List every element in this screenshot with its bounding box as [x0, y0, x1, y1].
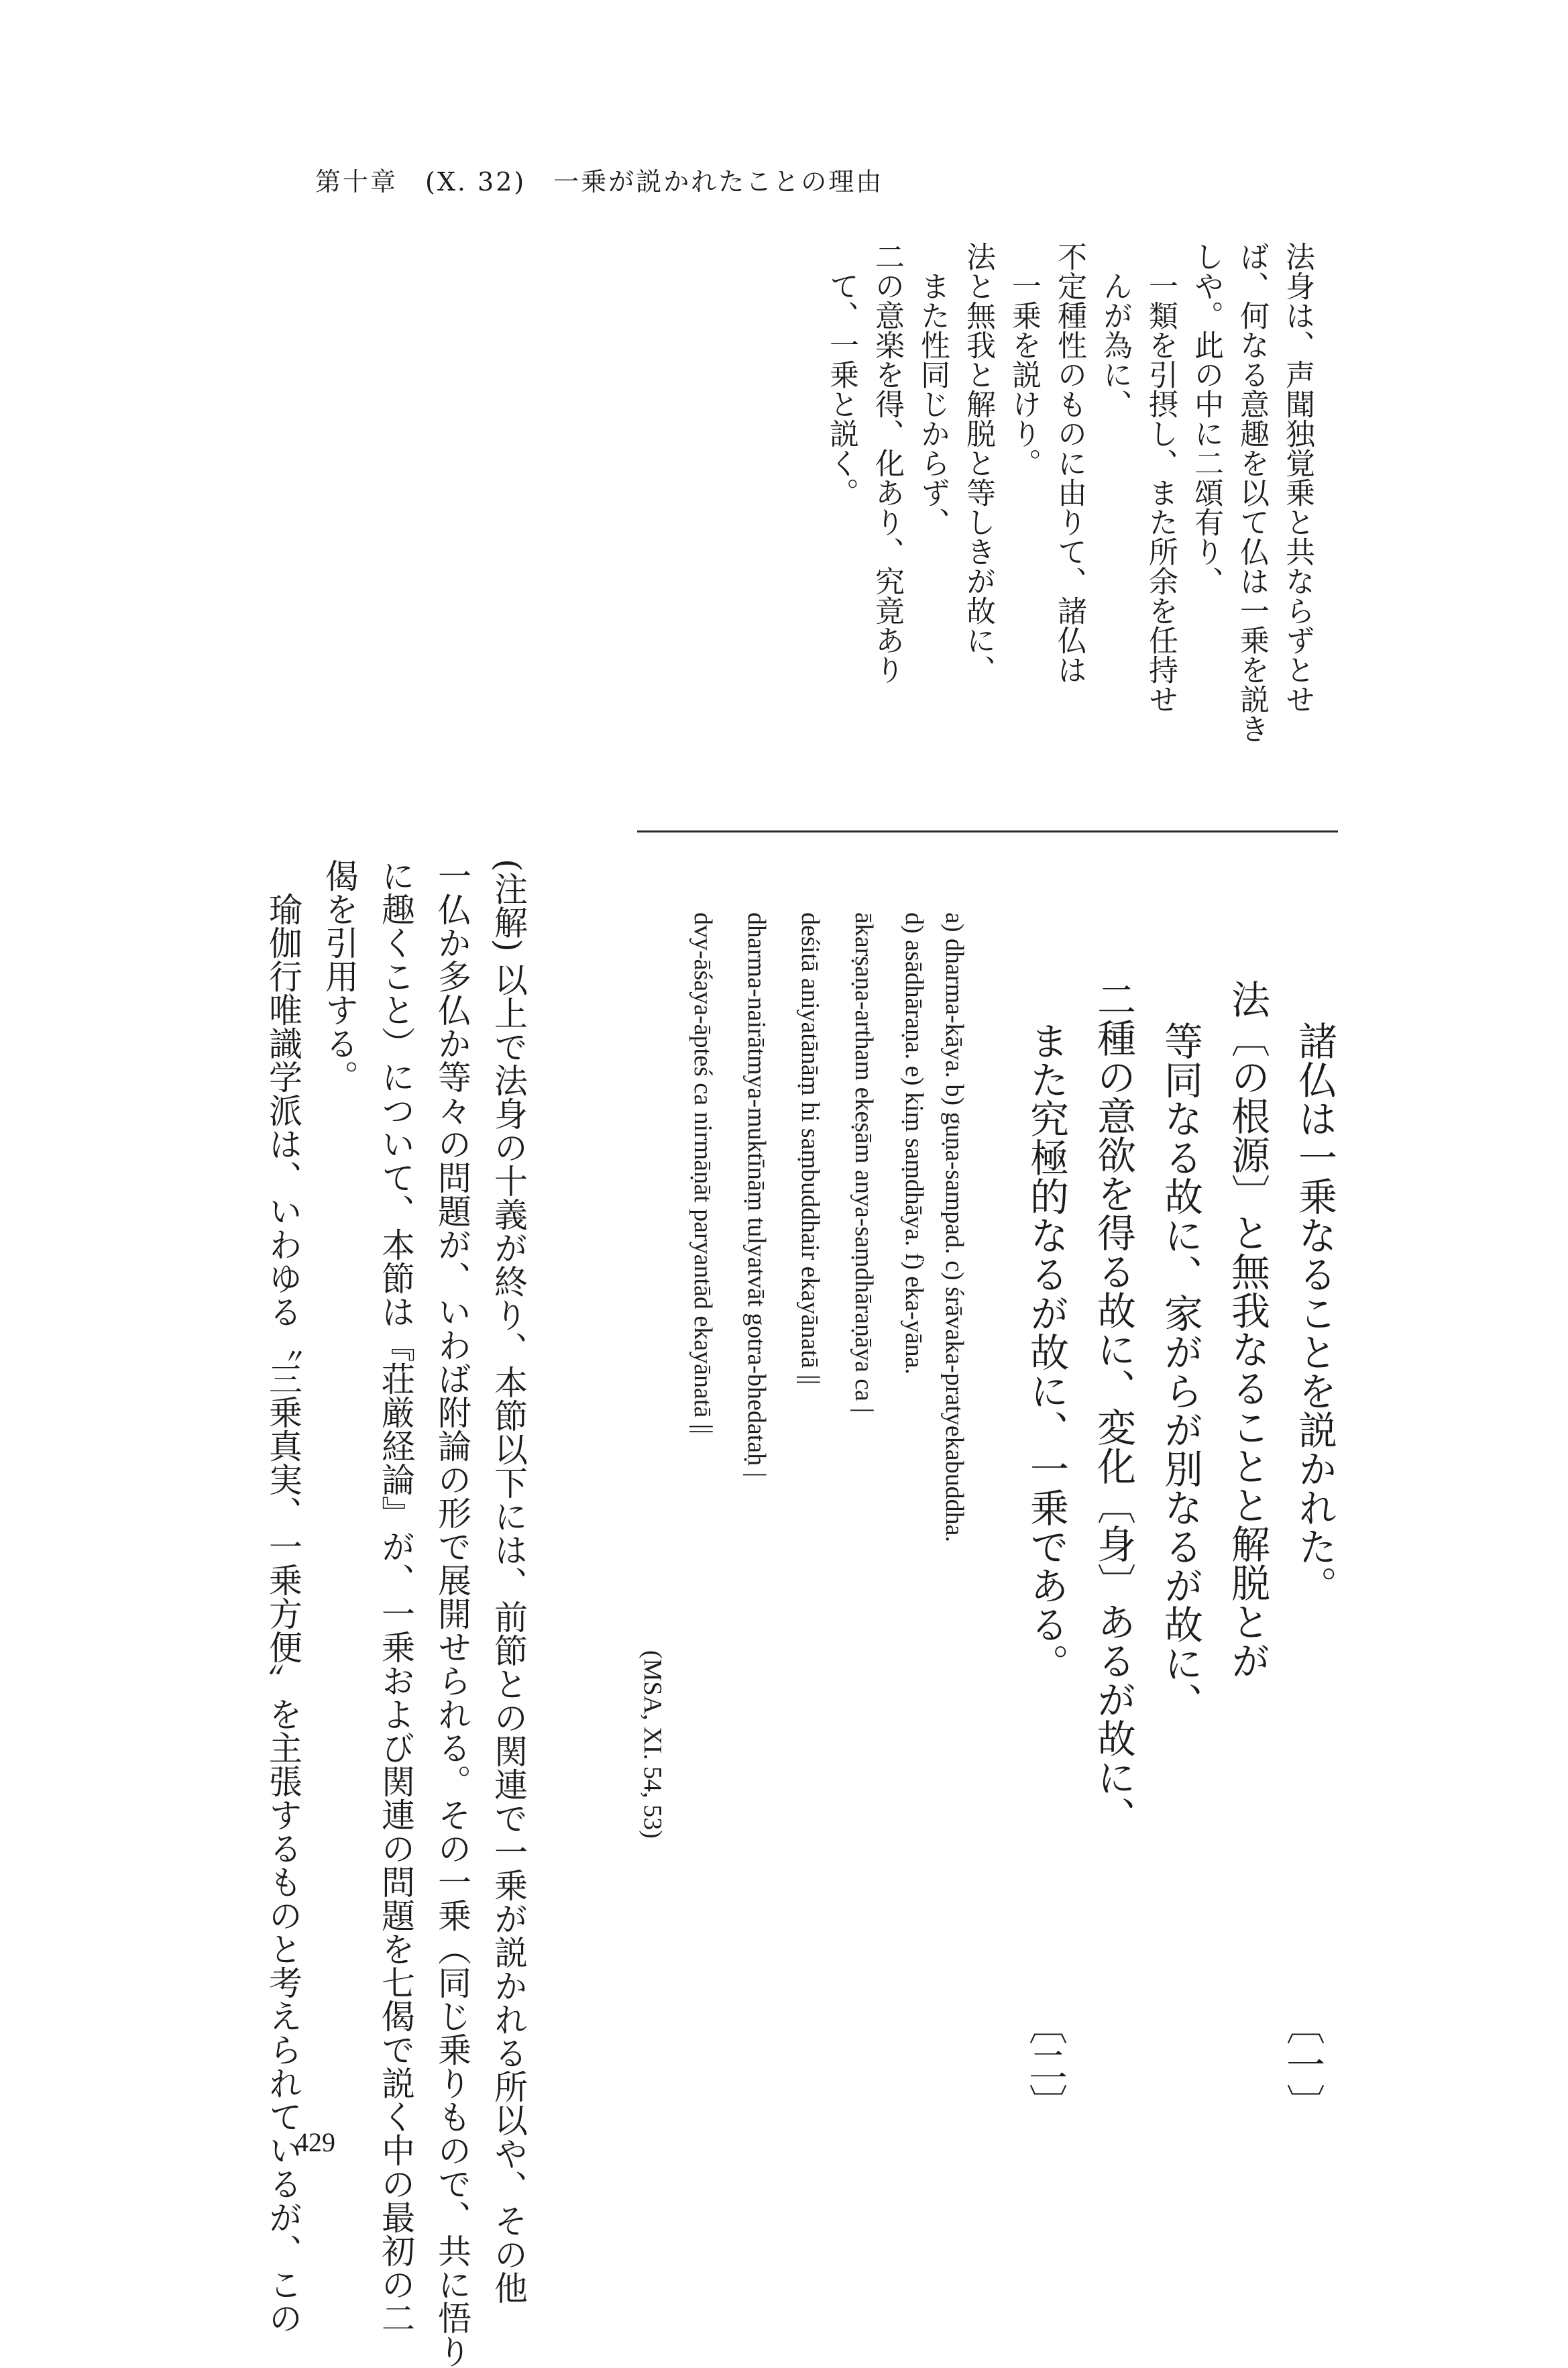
verse-line: 諸仏は一乗なることを説かれた。: [1292, 1021, 1337, 1605]
note-line: 瑜伽行唯識学派は、いわゆる〝三乗真実、一乗方便〟を主張するものと考えられているが、この: [264, 892, 302, 2334]
translation-block: [818, 241, 1320, 845]
section-rule: [637, 830, 1338, 832]
translation-line: んが為に、: [1098, 271, 1132, 419]
page-number: 429: [295, 2127, 335, 2157]
translation-line: 一類を引摂し、また所余を任持せ: [1143, 271, 1178, 714]
verse-line: 等同なる故に、家がらが別なるが故に、: [1158, 1021, 1203, 1721]
note-line: 一仏か多仏か等々の問題が、いわば附論の形で展開せられる。その一乗（同じ乗りもので、共に悟り: [433, 859, 471, 2368]
sanskrit-line: ākarṣaṇa-artham ekeṣām anya-saṃdhāraṇāya ca |: [850, 912, 878, 1413]
verse-number: 〔一〕: [1280, 2006, 1325, 2122]
translation-line: て、一乗と説く。: [824, 271, 858, 507]
translation-line: ば、何なる意趣を以て仏は一乗を説き: [1235, 241, 1269, 743]
sanskrit-line: deśitā aniyatānāṃ hi saṃbuddhair ekayānatā ||: [796, 912, 824, 1385]
verse-block: [1013, 979, 1348, 1835]
verse-number: 〔二〕: [1022, 2006, 1068, 2122]
translation-line: しや。此の中に二頌有り、: [1189, 241, 1223, 596]
translation-line: 二の意楽を得、化あり、究竟あり: [870, 241, 904, 684]
sanskrit-line: dharma-nairātmya-muktīnāṃ tulyatvāt gotra-bhedataḥ |: [742, 912, 771, 1478]
translation-line: また性同じからず、: [915, 271, 950, 537]
verse-line: また究極的なるが故に、一乗である。: [1023, 1021, 1069, 1682]
note-line: に趣くこと）について、本節は『荘厳経論』が、一乗および関連の問題を七偈で説く中の最初の二: [376, 859, 415, 2334]
translation-line: 一乗を説けり。: [1007, 271, 1041, 478]
note-line: 偈を引用する。: [320, 859, 359, 1093]
sanskrit-citation: (MSA, XI. 54, 53): [638, 1650, 667, 1839]
sanskrit-line: a) dharma-kāya. b) guṇa-sampad. c) śrāvaka-pratyekabuddha.: [940, 912, 968, 1542]
verse-line: 法〔の根源〕と無我なることと解脱とが: [1225, 979, 1270, 1680]
translation-line: 不定種性のものに由りて、諸仏は: [1052, 241, 1086, 684]
translation-line: 法と無我と解脱と等しきが故に、: [961, 241, 995, 684]
sanskrit-line: d) asādhāraṇa. e) kiṃ saṃdhāya. f) eka-yāna.: [900, 912, 928, 1375]
sanskrit-line: dvy-āśaya-āpteś ca nirmāṇāt paryantād ekayānatā ||: [689, 912, 717, 1434]
translation-line: 法身は、声聞独覚乗と共ならずとせ: [1280, 241, 1314, 714]
note-line: (注解) 以上で法身の十義が終り、本節以下には、前節との関連で一乗が説かれる所以や、その他: [489, 859, 528, 2304]
running-head: 第十章 (X. 32) 一乗が説かれたことの理由: [315, 167, 884, 197]
verse-line: 二種の意欲を得る故に、変化〔身〕あるが故に、: [1090, 979, 1136, 1835]
